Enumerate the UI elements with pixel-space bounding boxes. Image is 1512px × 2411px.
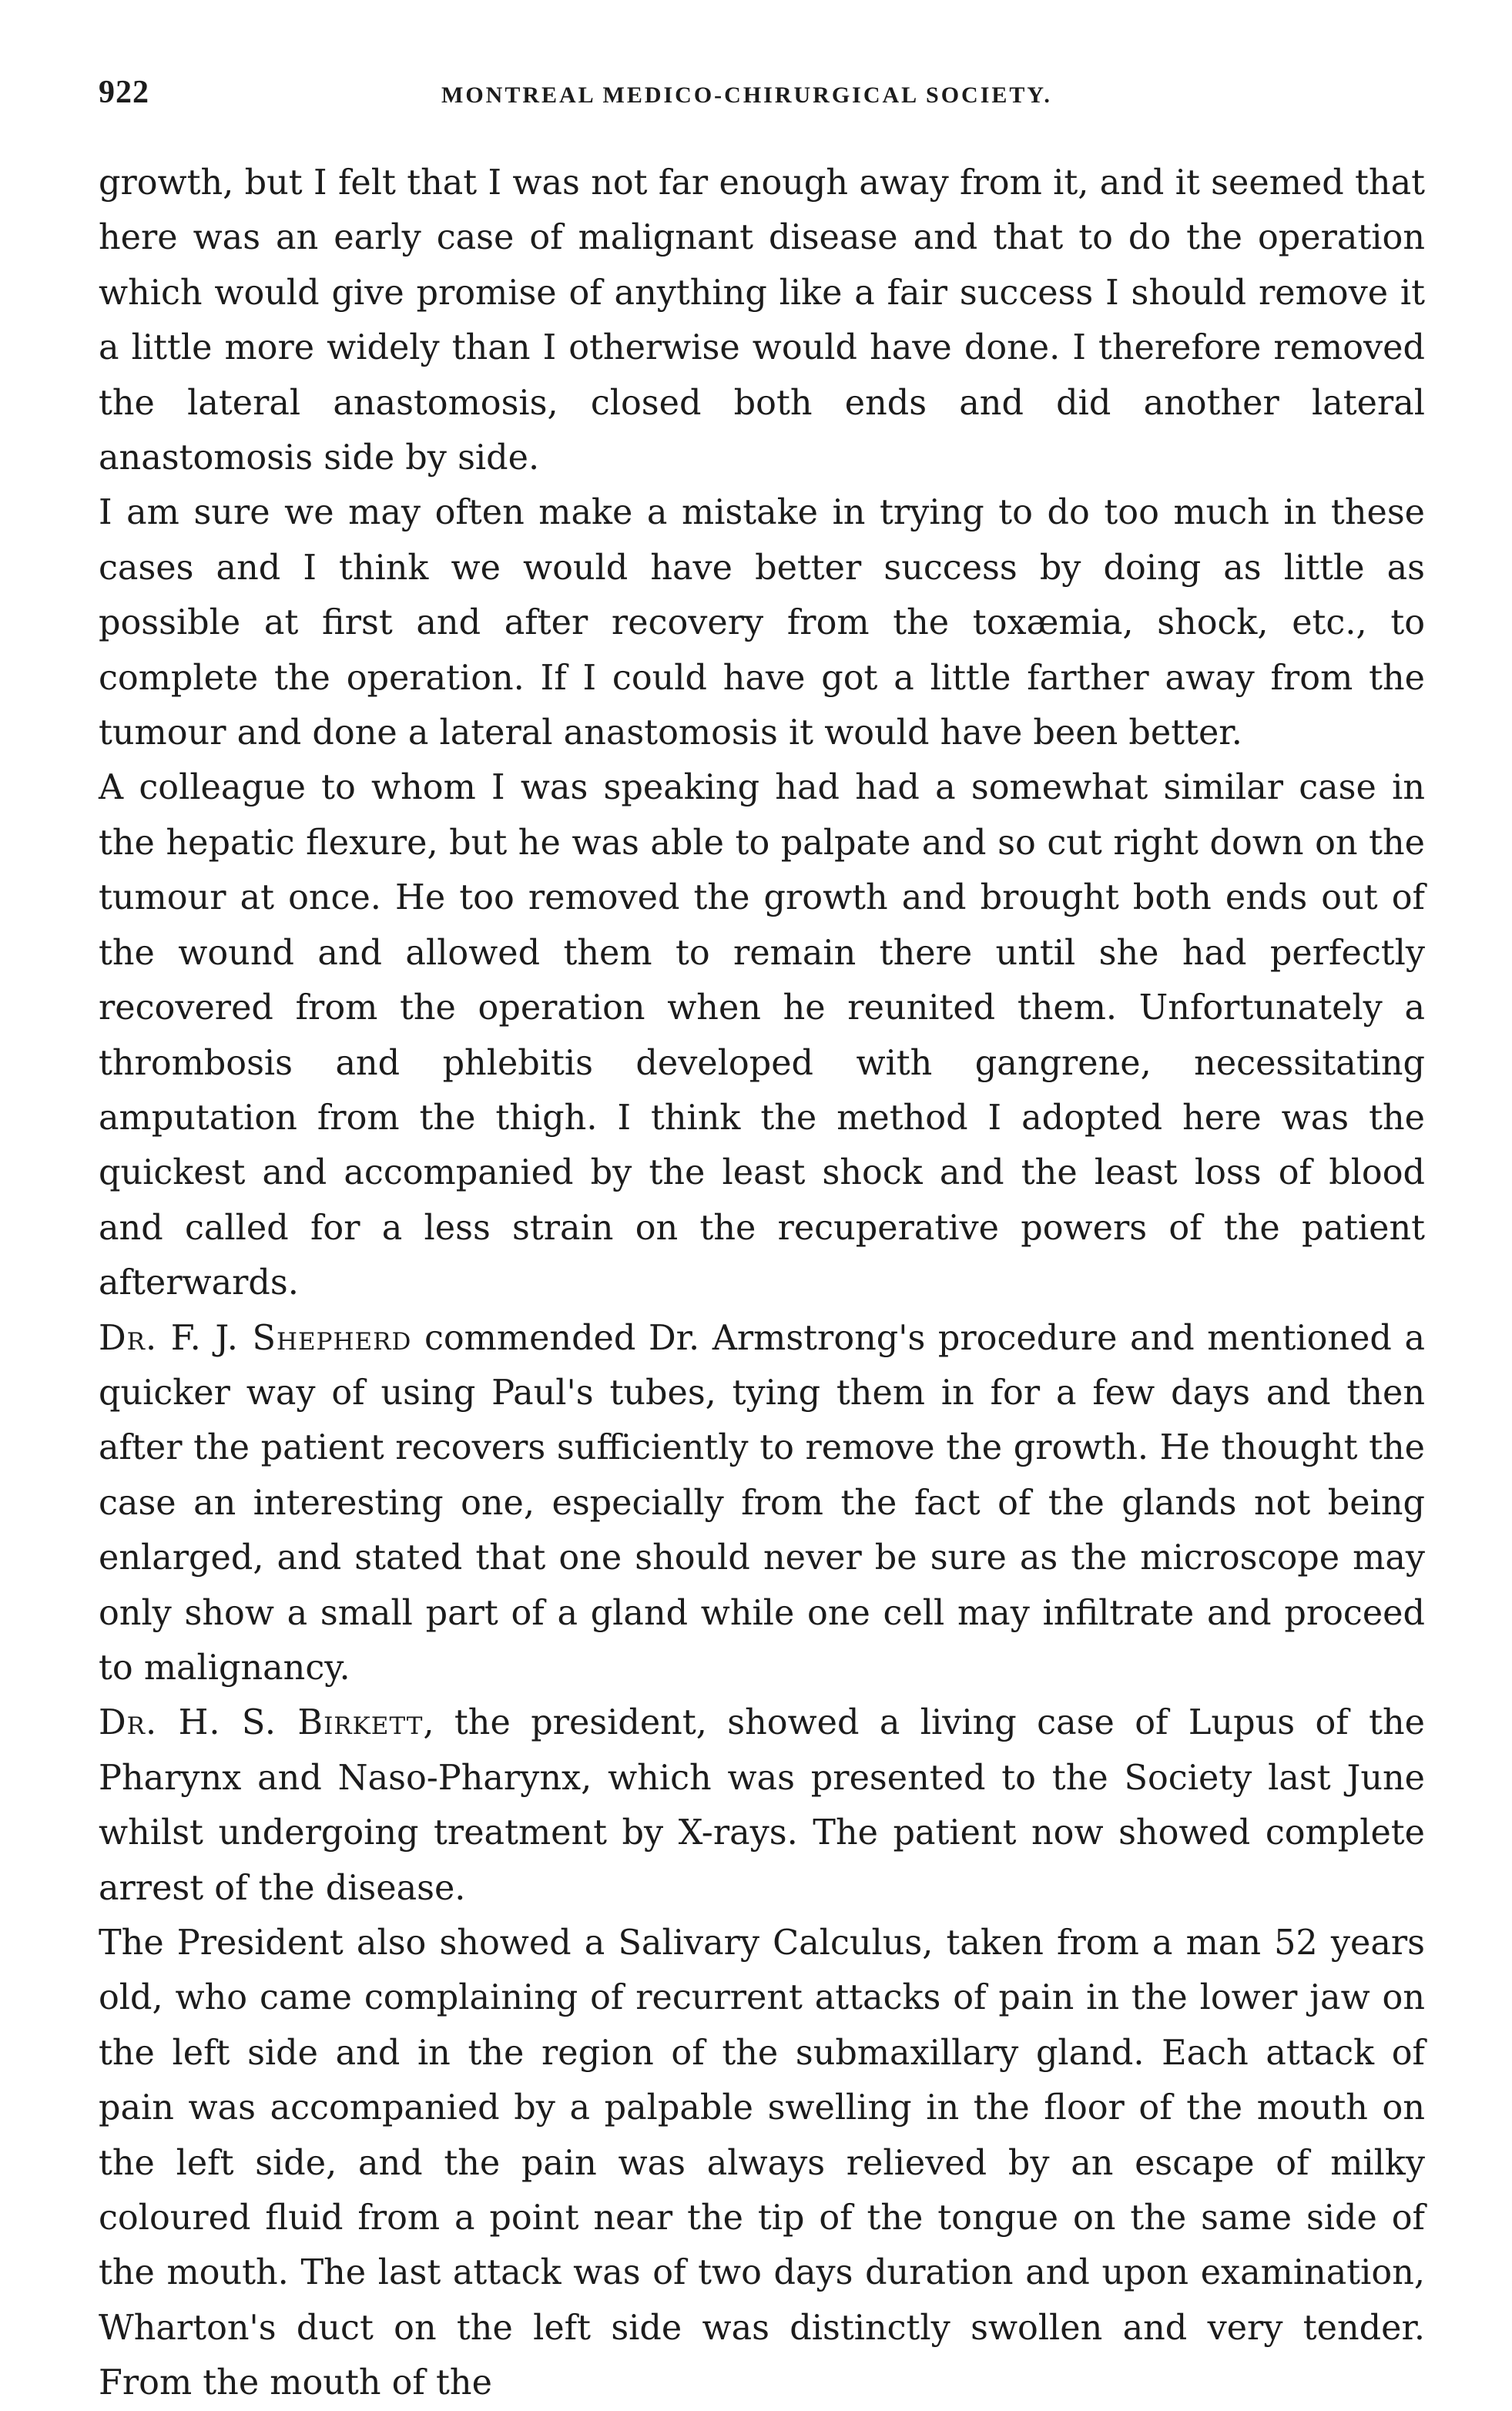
paragraph-3-text: A colleague to whom I was speaking had had a somewhat similar case in the hepatic flexure, but he was able to palpate and so cut right down on the tumour at once. He too removed the growth and brought both ends out of the wound and allowed them to remain there until she had perfectly recovered from the operation when he reunited them. Unfortunately a thrombosis and phlebitis developed with gangrene, necessitating amputation from the thigh. I think the method I adopted here was the quickest and accompanied by the least shock and the least loss of blood and called for a less strain on the recuperative powers of the patient afterwards. — [99, 768, 1425, 1303]
paragraph-5-text: , the president, showed a living case of Lupus of the Pharynx and Naso-Pharynx, which was presented to the Society last June whilst undergoing treatment by X-rays. The patient now showed complete arrest of the disease. — [99, 1703, 1425, 1908]
body-text — [99, 156, 1425, 2411]
document-page — [99, 74, 1425, 2403]
paragraph-4 — [99, 1311, 1425, 1696]
paragraph-1 — [99, 156, 1425, 485]
page-header — [99, 74, 1425, 120]
paragraph-6 — [99, 1916, 1425, 2411]
paragraph-2-text: I am sure we may often make a mistake in trying to do too much in these cases and I think we would have better success by doing as little as possible at first and after recovery from the toxæmia, shock, etc., to complete the operation. If I could have got a little farther away from the tumour and done a lateral anastomosis it would have been better. — [99, 493, 1425, 753]
speaker-name: Dr. H. S. Birkett — [99, 1703, 424, 1743]
paragraph-2 — [99, 485, 1425, 760]
paragraph-4-text: commended Dr. Armstrong's procedure and mentioned a quicker way of using Paul's tubes, tying them in for a few days and then after the patient recovers sufficiently to remove the growth. He thought the case an interesting one, especially from the fact of the glands not being enlarged, and stated that one should never be sure as the microscope may only show a small part of a gland while one cell may infiltrate and proceed to malignancy. — [99, 1318, 1425, 1688]
paragraph-1-text: growth, but I felt that I was not far enough away from it, and it seemed that here was an early case of malignant disease and that to do the operation which would give promise of anything like a fair success I should remove it a little more widely than I otherwise would have done. I therefore removed the lateral anastomosis, closed both ends and did another lateral anastomosis side by side. — [99, 163, 1425, 478]
page-number: 922 — [99, 75, 149, 110]
speaker-name: Dr. F. J. Shepherd — [99, 1318, 412, 1358]
paragraph-6-text: The President also showed a Salivary Calculus, taken from a man 52 years old, who came complaining of recurrent attacks of pain in the lower jaw on the left side and in the region of the submaxillary gland. Each attack of pain was accompanied by a palpable swelling in the floor of the mouth on the left side, and the pain was always relieved by an escape of milky coloured fluid from a point near the tip of the tongue on the same side of the mouth. The last attack was of two days duration and upon examination, Wharton's duct on the left side was distinctly swollen and very tender. From the mouth of the — [99, 1923, 1425, 2403]
paragraph-5 — [99, 1695, 1425, 1916]
paragraph-3 — [99, 760, 1425, 1310]
running-head: MONTREAL MEDICO-CHIRURGICAL SOCIETY. — [441, 82, 1052, 108]
